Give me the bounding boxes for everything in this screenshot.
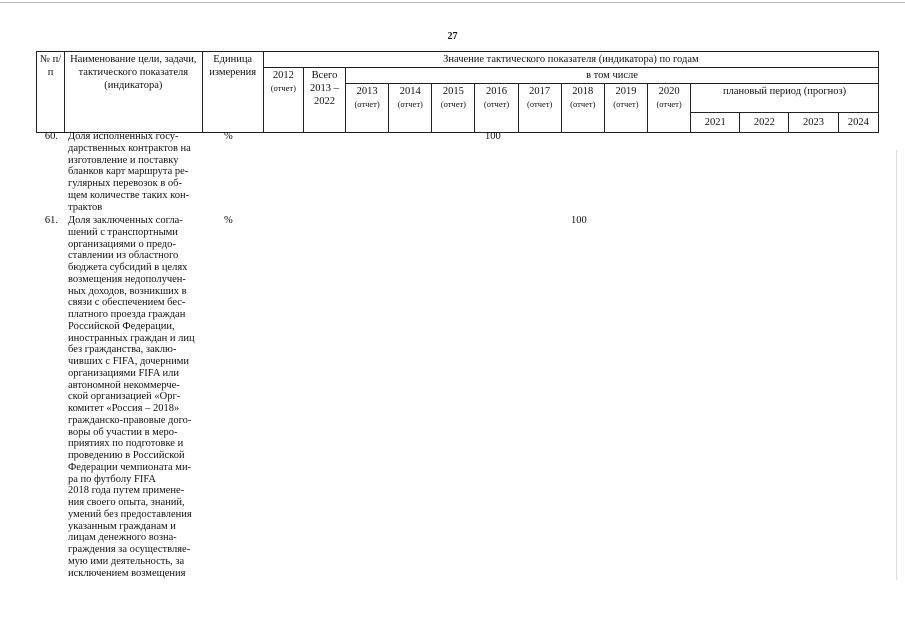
- header-year-2012: 2012 (отчет): [263, 68, 303, 133]
- header-plan-2024: 2024: [838, 113, 878, 133]
- header-plan-period: плановый период (прогноз): [691, 84, 879, 113]
- row-number: 60.: [44, 131, 58, 142]
- header-year-2019: 2019 (отчет): [604, 84, 647, 133]
- row-unit: %: [224, 215, 233, 226]
- header-year-2013: 2013 (отчет): [346, 84, 389, 133]
- row-name: Доля заключенных согла- шений с транспортными организациями о предо- ставлении из областного бюджета субсидий в целях возмещения недополучен- ных доходов, возникших в связи с обеспечением бес- платного проезда граждан Российской Федерации, иностранных граждан и лиц без гражданства, заклю- чивших с FIFA, дочерними организациями FIFA или автономной некоммерче- ской организацией «Орг- комитет «Россия – 2018» гражданско-правовые дого- воры об участии в меро- приятиях по подготовке и проведению в Российской Федерации чемпионата ми- ра по футболу FIFA 2018 года путем примене- ния своего опыта, знаний, умений без предоставления указанным гражданам и лицам денежного возна- граждения за осуществляе- мую ими деятельность, за исключением возмещения: [68, 215, 195, 579]
- header-plan-2021: 2021: [691, 113, 740, 133]
- row-value-2016: 100: [485, 131, 501, 142]
- page-number: 27: [447, 31, 458, 42]
- row-unit: %: [224, 131, 233, 142]
- header-col-name: Наименование цели, задачи, тактического показателя (индикатора): [65, 52, 202, 133]
- header-year-2014: 2014 (отчет): [389, 84, 432, 133]
- header-plan-2022: 2022: [740, 113, 789, 133]
- header-col-unit: Единица измерения: [202, 52, 263, 133]
- header-year-2016: 2016 (отчет): [475, 84, 518, 133]
- header-total: Всего 2013 – 2022: [303, 68, 345, 133]
- header-col-number: № п/п: [37, 52, 65, 133]
- header-year-2020: 2020 (отчет): [648, 84, 691, 133]
- row-value-2018: 100: [571, 215, 587, 226]
- header-year-2018: 2018 (отчет): [561, 84, 604, 133]
- indicator-table-header: [36, 51, 879, 133]
- row-number: 61.: [44, 215, 58, 226]
- header-year-2017: 2017 (отчет): [518, 84, 561, 133]
- top-border-line: [0, 2, 905, 3]
- header-col-values: Значение тактического показателя (индикатора) по годам: [263, 52, 878, 68]
- row-name: Доля исполненных госу- дарственных контрактов на изготовление и поставку бланков карт маршрута ре- гулярных перевозок в об- щем количестве таких кон- трактов: [68, 131, 191, 213]
- header-year-2015: 2015 (отчет): [432, 84, 475, 133]
- scan-edge-line: [896, 150, 897, 580]
- header-plan-2023: 2023: [789, 113, 838, 133]
- header-in-that-number: в том числе: [346, 68, 879, 84]
